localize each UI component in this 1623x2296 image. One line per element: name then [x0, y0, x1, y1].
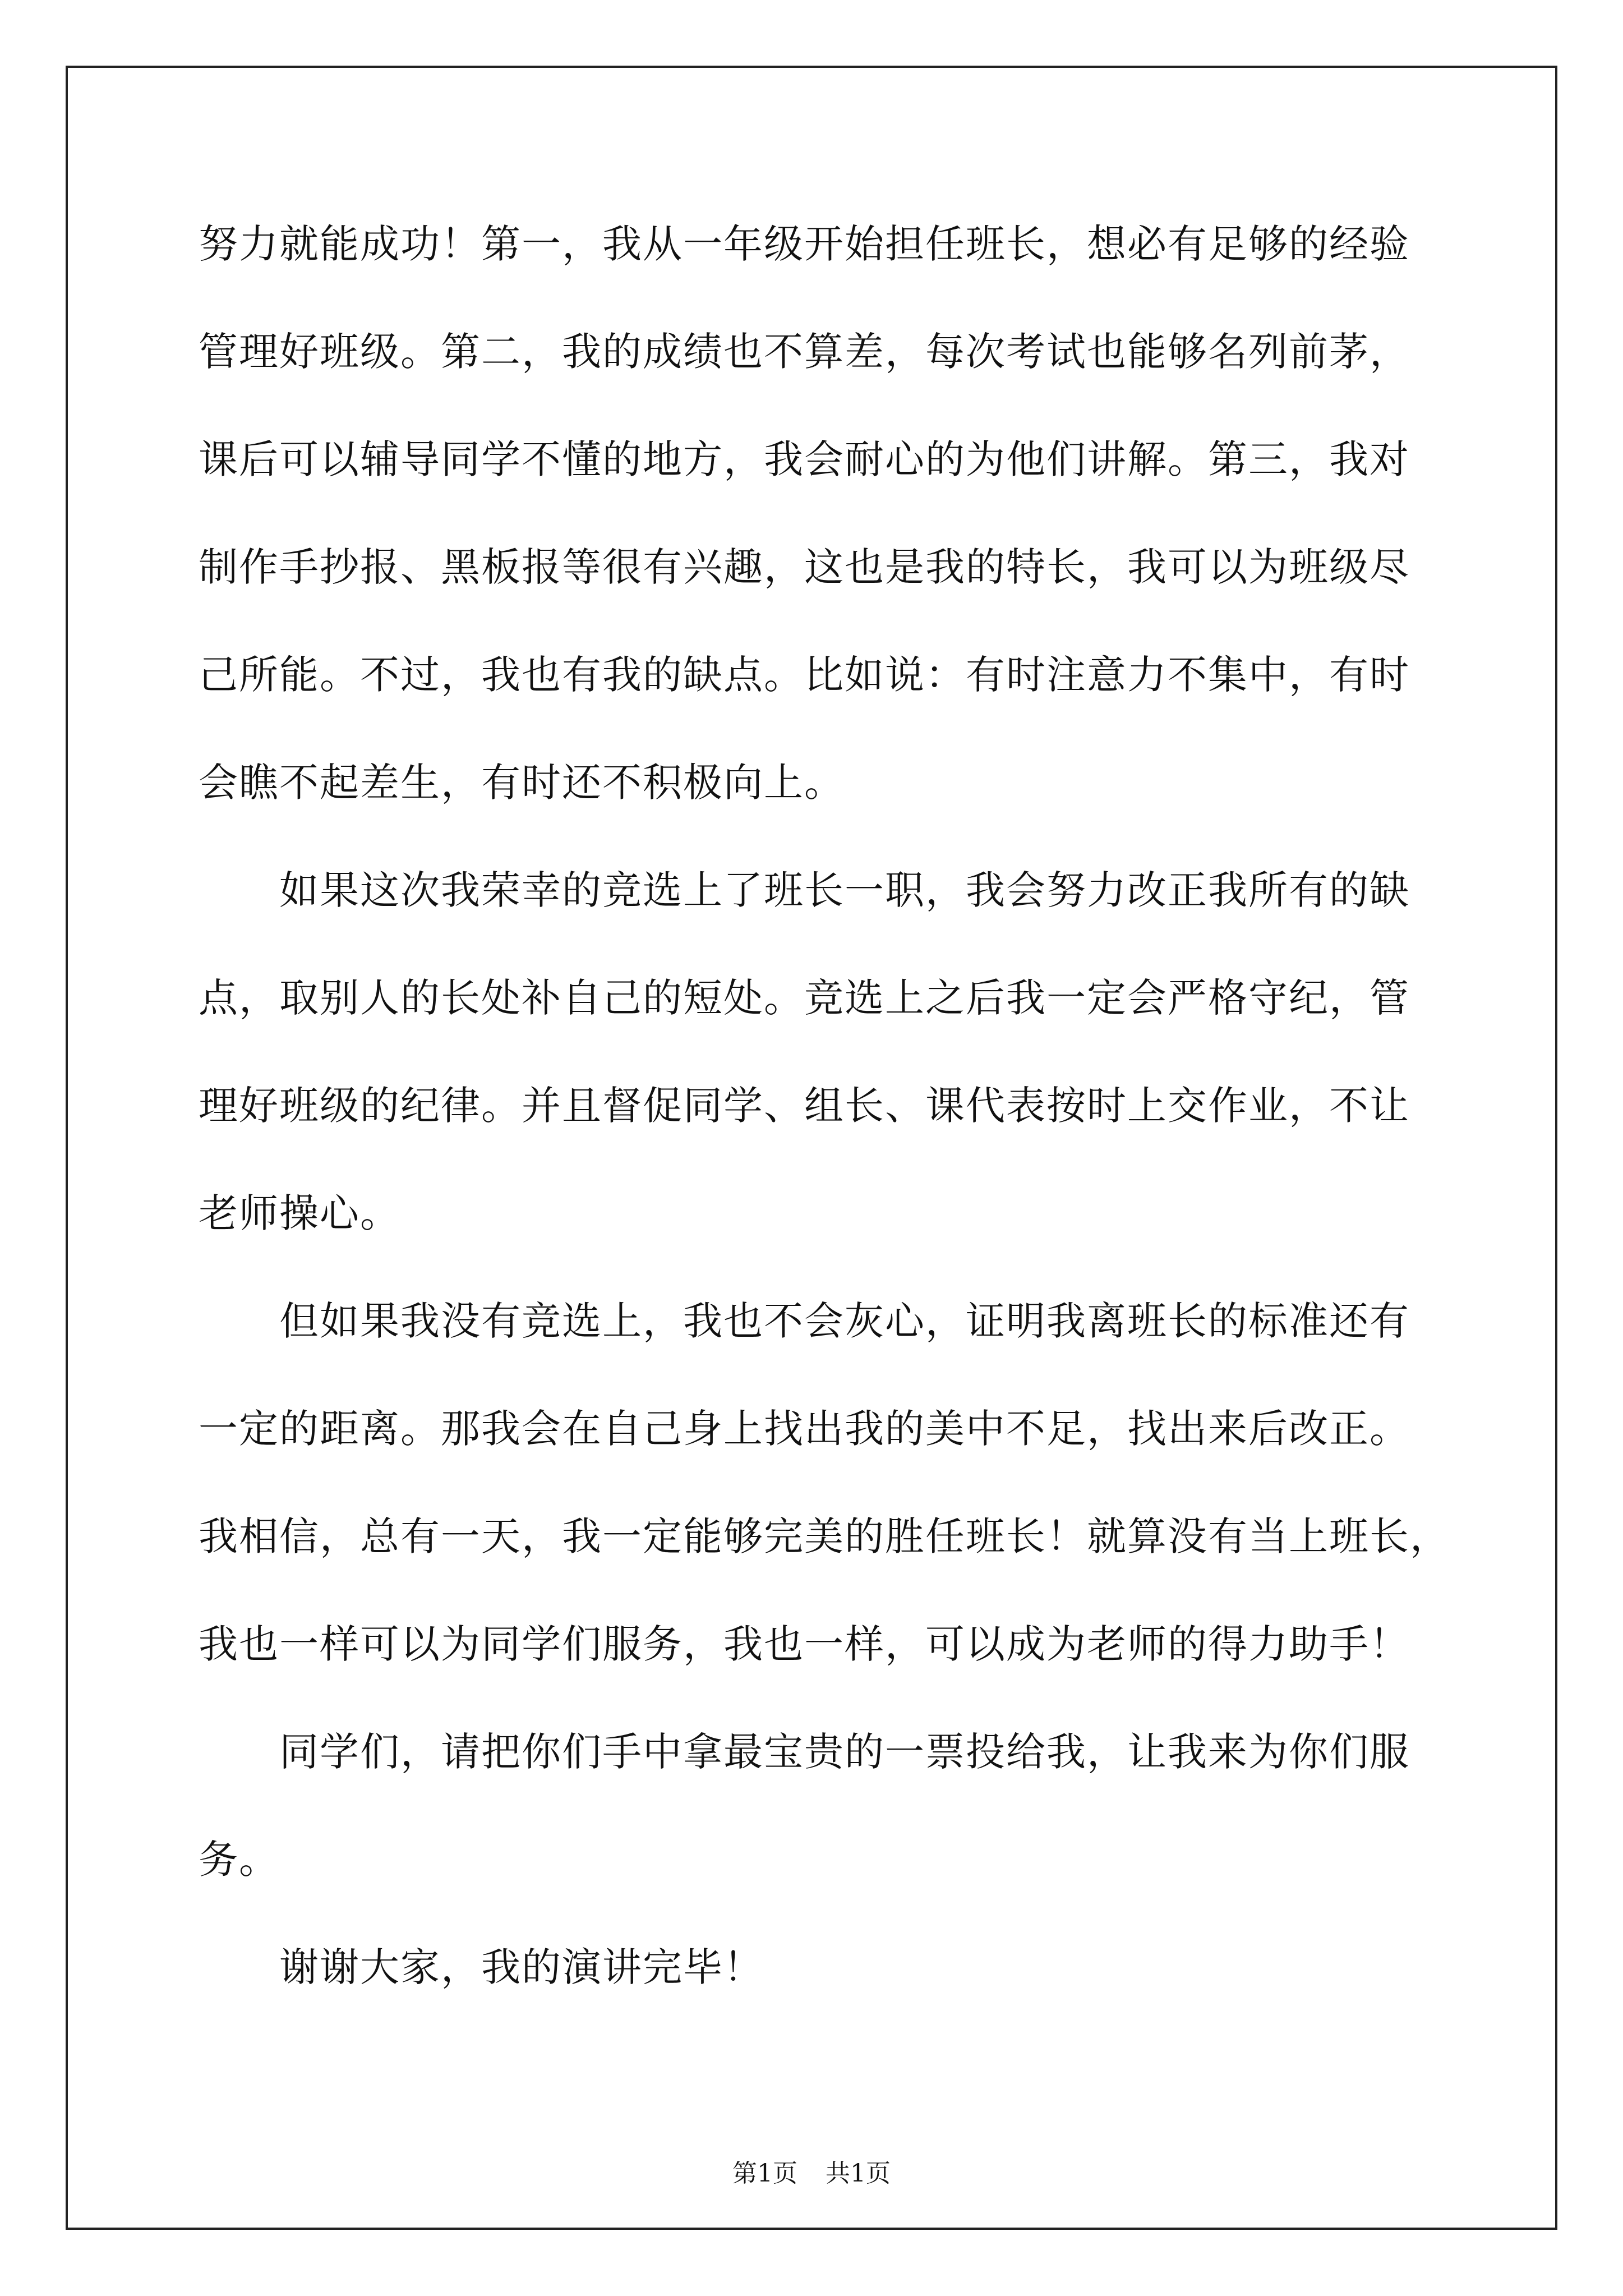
- text-line: 理好班级的纪律。并且督促同学、组长、课代表按时上交作业，不让: [199, 1083, 1410, 1129]
- document-body: [199, 221, 1460, 2055]
- text-line: 我也一样可以为同学们服务，我也一样，可以成为老师的得力助手！: [199, 1621, 1410, 1667]
- text-line: 会瞧不起差生，有时还不积极向上。: [199, 760, 845, 806]
- text-line: 己所能。不过，我也有我的缺点。比如说：有时注意力不集中，有时: [199, 652, 1410, 698]
- page-number-current: 第1页: [732, 2159, 797, 2188]
- text-line: 老师操心。: [199, 1190, 400, 1236]
- paragraph-first-line: 同学们，请把你们手中拿最宝贵的一票投给我，让我来为你们服: [279, 1729, 1410, 1775]
- page-footer: [0, 2153, 1623, 2189]
- text-line: 一定的距离。那我会在自己身上找出我的美中不足，找出来后改正。: [199, 1406, 1410, 1452]
- paragraph-first-line: 如果这次我荣幸的竞选上了班长一职，我会努力改正我所有的缺: [279, 867, 1410, 913]
- text-line: 我相信，总有一天，我一定能够完美的胜任班长！就算没有当上班长，: [199, 1513, 1450, 1559]
- text-line: 务。: [199, 1837, 279, 1883]
- text-line: 课后可以辅导同学不懂的地方，我会耐心的为他们讲解。第三，我对: [199, 436, 1410, 482]
- text-line: 努力就能成功！第一，我从一年级开始担任班长，想必有足够的经验: [199, 221, 1410, 267]
- paragraph-first-line: 但如果我没有竞选上，我也不会灰心，证明我离班长的标准还有: [279, 1298, 1410, 1344]
- text-line: 管理好班级。第二，我的成绩也不算差，每次考试也能够名列前茅，: [199, 329, 1410, 375]
- paragraph-first-line: 谢谢大家，我的演讲完毕！: [279, 1944, 764, 1990]
- text-line: 制作手抄报、黑板报等很有兴趣，这也是我的特长，我可以为班级尽: [199, 544, 1410, 590]
- page-number-total: 共1页: [826, 2159, 891, 2188]
- text-line: 点，取别人的长处补自己的短处。竞选上之后我一定会严格守纪，管: [199, 975, 1410, 1021]
